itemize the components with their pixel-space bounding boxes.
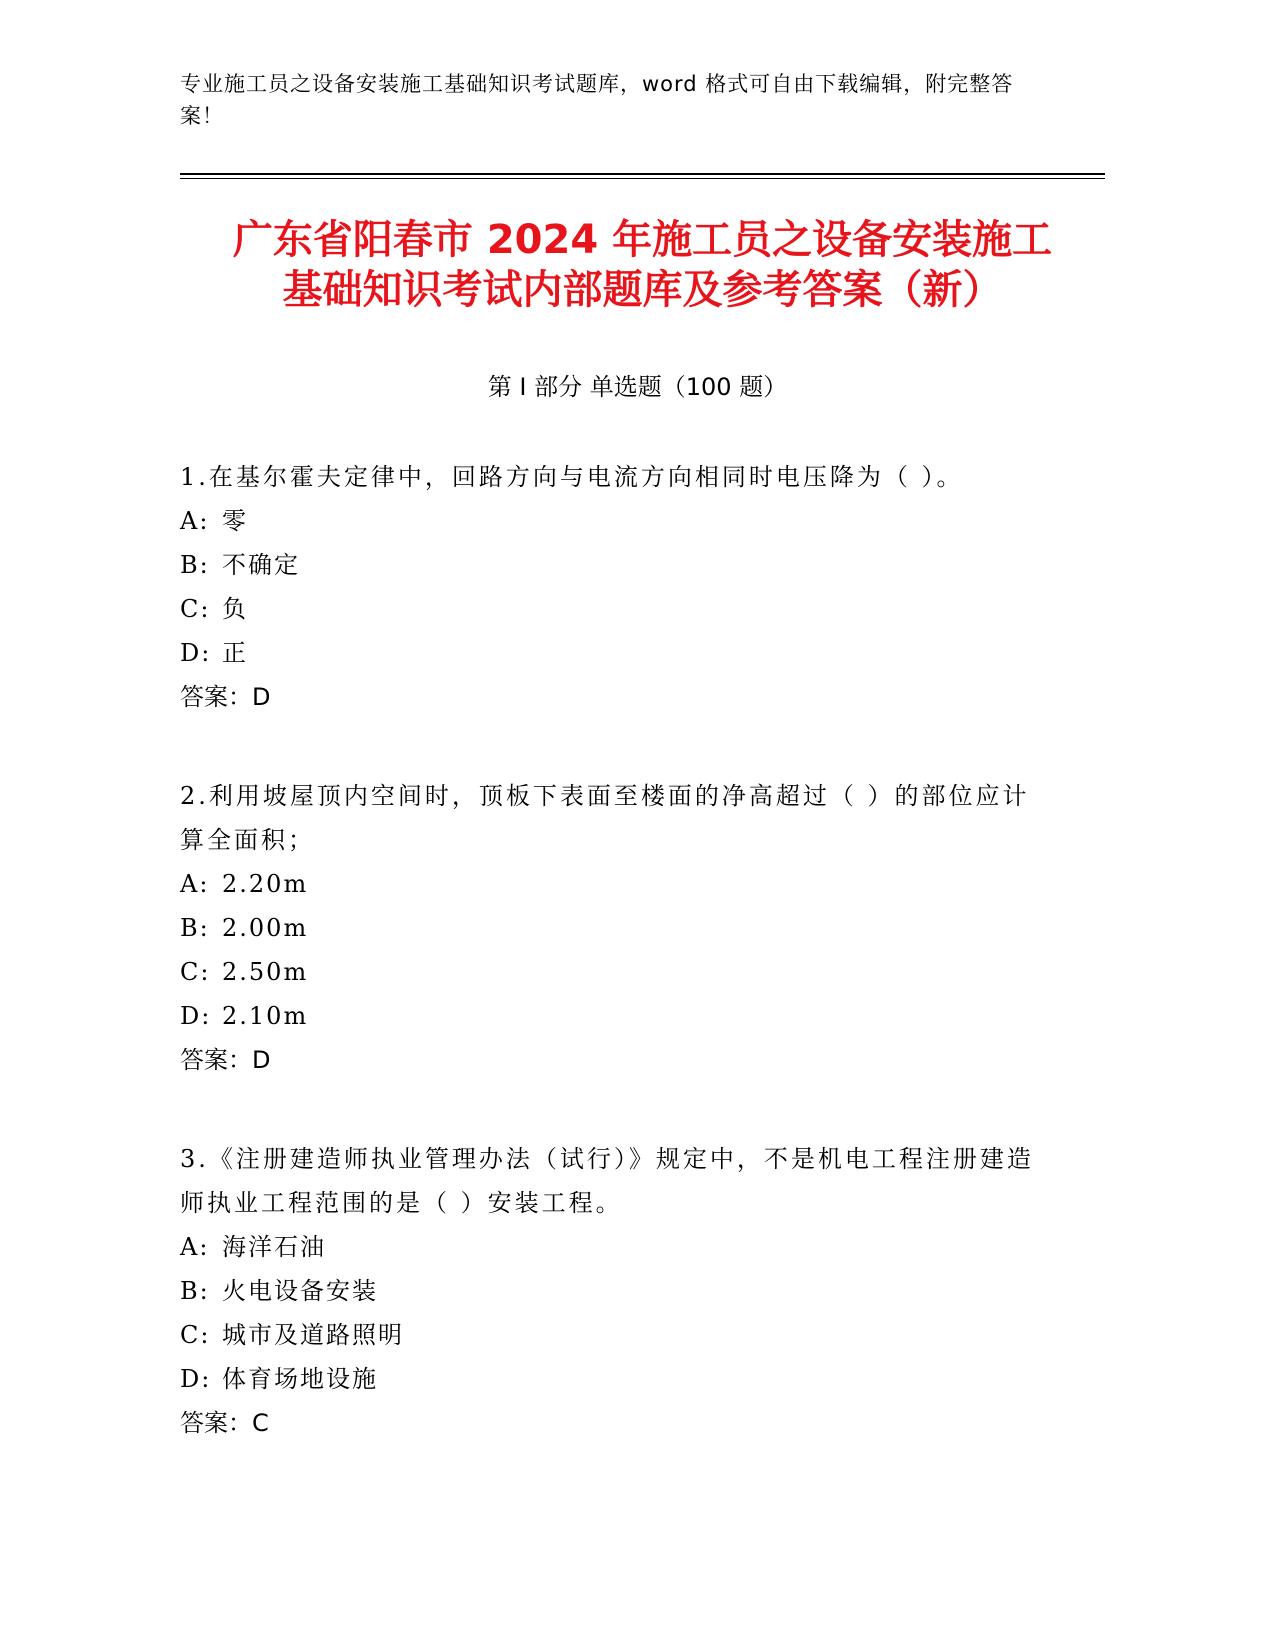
option-d bbox=[180, 994, 1040, 1038]
option-text: 2.00m bbox=[222, 914, 309, 942]
option-c bbox=[180, 950, 1040, 994]
option-text: 负 bbox=[222, 595, 248, 623]
option-a bbox=[180, 499, 1040, 543]
option-letter: D: bbox=[180, 1365, 212, 1393]
section-heading: 第 I 部分 单选题（100 题） bbox=[487, 373, 788, 401]
divider-line-thin bbox=[180, 178, 1105, 179]
answer-line: 答案：D bbox=[180, 1046, 271, 1074]
question-1 bbox=[180, 455, 1040, 719]
option-text: 2.50m bbox=[222, 958, 309, 986]
option-text: 海洋石油 bbox=[222, 1233, 326, 1261]
option-letter: D: bbox=[180, 639, 212, 667]
option-letter: A: bbox=[180, 507, 210, 535]
question-stem: 1.在基尔霍夫定律中，回路方向与电流方向相同时电压降为（ ）。 bbox=[180, 463, 964, 491]
answer-line: 答案：C bbox=[180, 1409, 269, 1437]
option-d bbox=[180, 631, 1040, 675]
option-letter: B: bbox=[180, 551, 210, 579]
option-text: 正 bbox=[222, 639, 248, 667]
option-a bbox=[180, 862, 1040, 906]
option-b bbox=[180, 1269, 1040, 1313]
header-note: 专业施工员之设备安装施工基础知识考试题库，word 格式可自由下载编辑，附完整答案！ bbox=[180, 72, 1014, 128]
document-title-line-2: 基础知识考试内部题库及参考答案（新） bbox=[282, 267, 1003, 313]
option-b bbox=[180, 906, 1040, 950]
option-letter: C: bbox=[180, 1321, 211, 1349]
document-title-line-1: 广东省阳春市 2024 年施工员之设备安装施工 bbox=[232, 217, 1053, 263]
option-c bbox=[180, 1313, 1040, 1357]
option-b bbox=[180, 543, 1040, 587]
option-text: 2.10m bbox=[222, 1002, 309, 1030]
question-list bbox=[180, 455, 1040, 1500]
question-3 bbox=[180, 1137, 1040, 1445]
option-letter: B: bbox=[180, 914, 210, 942]
option-letter: C: bbox=[180, 958, 211, 986]
divider-line-thick bbox=[180, 173, 1105, 175]
option-letter: A: bbox=[180, 1233, 210, 1261]
answer-line: 答案：D bbox=[180, 683, 271, 711]
document-title bbox=[180, 215, 1105, 315]
option-text: 不确定 bbox=[222, 551, 300, 579]
option-c bbox=[180, 587, 1040, 631]
question-stem: 3.《注册建造师执业管理办法（试行）》规定中，不是机电工程注册建造师执业工程范围的是（ ）安装工程。 bbox=[180, 1145, 1034, 1217]
question-2 bbox=[180, 774, 1040, 1082]
option-a bbox=[180, 1225, 1040, 1269]
option-text: 零 bbox=[222, 507, 248, 535]
option-text: 2.20m bbox=[222, 870, 309, 898]
option-d bbox=[180, 1357, 1040, 1401]
header-divider bbox=[180, 173, 1105, 179]
option-letter: B: bbox=[180, 1277, 210, 1305]
option-letter: D: bbox=[180, 1002, 212, 1030]
option-letter: C: bbox=[180, 595, 211, 623]
option-text: 体育场地设施 bbox=[222, 1365, 378, 1393]
question-stem: 2.利用坡屋顶内空间时，顶板下表面至楼面的净高超过（ ）的部位应计算全面积； bbox=[180, 782, 1030, 854]
option-text: 火电设备安装 bbox=[222, 1277, 378, 1305]
option-text: 城市及道路照明 bbox=[222, 1321, 404, 1349]
option-letter: A: bbox=[180, 870, 210, 898]
